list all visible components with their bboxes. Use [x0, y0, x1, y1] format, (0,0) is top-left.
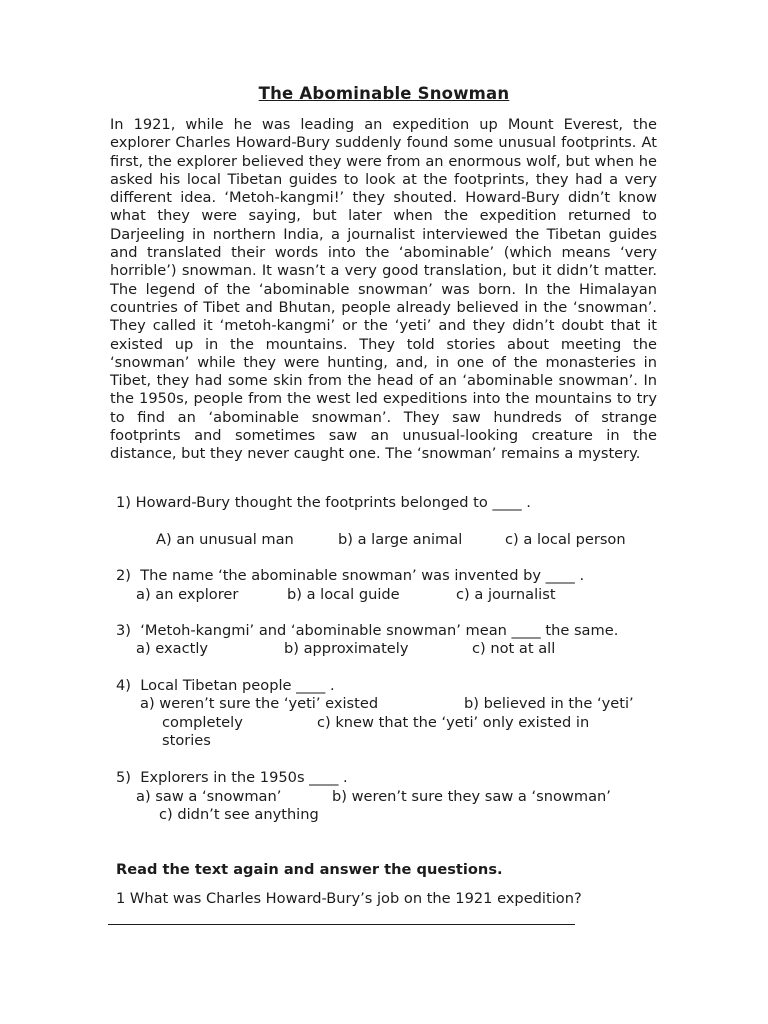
open-question-1: 1 What was Charles Howard-Bury’s job on the 1921 expedition?	[116, 890, 582, 907]
question-2-option-c: c) a journalist	[456, 586, 556, 603]
question-1-option-c: c) a local person	[505, 531, 626, 548]
question-5-option-c: c) didn’t see anything	[159, 806, 319, 823]
question-1	[116, 494, 531, 512]
question-1-text: Howard-Bury thought the footprints belonged to ____ .	[135, 494, 531, 511]
question-5-option-b: b) weren’t sure they saw a ‘snowman’	[332, 788, 611, 805]
question-2-option-a: a) an explorer	[136, 586, 239, 603]
question-2-text: The name ‘the abominable snowman’ was invented by ____ .	[140, 567, 585, 584]
question-3-option-b: b) approximately	[284, 640, 409, 657]
question-3-number: 3)	[116, 622, 131, 639]
question-5-text: Explorers in the 1950s ____ .	[140, 769, 348, 786]
question-1-option-a: A) an unusual man	[156, 531, 294, 548]
question-4-number: 4)	[116, 677, 131, 694]
page-title: The Abominable Snowman	[258, 84, 510, 103]
question-5-number: 5)	[116, 769, 131, 786]
question-5-option-a: a) saw a ‘snowman’	[136, 788, 282, 805]
question-4-option-c: c) knew that the ‘yeti’ only existed in	[317, 714, 590, 731]
question-2	[116, 567, 584, 585]
question-2-number: 2)	[116, 567, 131, 584]
question-4-option-b: b) believed in the ‘yeti’	[464, 695, 634, 712]
question-3-option-a: a) exactly	[136, 640, 209, 657]
question-2-option-b: b) a local guide	[287, 586, 400, 603]
question-3	[116, 622, 618, 640]
instruction-heading: Read the text again and answer the questions.	[116, 861, 503, 878]
answer-line[interactable]	[108, 924, 575, 925]
question-3-option-c: c) not at all	[472, 640, 556, 657]
question-4-option-b-continued: completely	[162, 714, 243, 731]
question-4-text: Local Tibetan people ____ .	[140, 677, 335, 694]
question-4-option-a: a) weren’t sure the ‘yeti’ existed	[140, 695, 379, 712]
question-1-option-b: b) a large animal	[338, 531, 463, 548]
question-1-number: 1)	[116, 494, 131, 511]
question-4	[116, 677, 335, 695]
question-4-option-c-continued: stories	[162, 732, 211, 749]
question-5	[116, 769, 348, 787]
question-3-text: ‘Metoh-kangmi’ and ‘abominable snowman’ mean ____ the same.	[140, 622, 619, 639]
reading-passage: In 1921, while he was leading an expedition up Mount Everest, the explorer Charles Howard-Bury suddenly found some unusual footprints. At first, the explorer believed they were from an enormous wolf, but when he asked his local Tibetan guides to look at the footprints, they had a very different idea. ‘Metoh-kangmi!’ they shouted. Howard-Bury didn’t know what they were saying, but later when the expedition returned to Darjeeling in northern India, a journalist interviewed the Tibetan guides and translated their words into the ‘abominable’ (which means ‘very horrible’) snowman. It wasn’t a very good translation, but it didn’t matter. The legend of the ‘abominable snowman’ was born. In the Himalayan countries of Tibet and Bhutan, people already believed in the ‘snowman’. They called it ‘metoh-kangmi’ or the ‘yeti’ and they didn’t doubt that it existed up in the mountains. They told stories about meeting the ‘snowman’ while they were hunting, and, in one of the monasteries in Tibet, they had some skin from the head of an ‘abominable snowman’. In the 1950s, people from the west led expeditions into the mountains to try to find an ‘abominable snowman’. They saw hundreds of strange footprints and sometimes saw an unusual-looking creature in the distance, but they never caught one. The ‘snowman’ remains a mystery.	[110, 116, 657, 463]
